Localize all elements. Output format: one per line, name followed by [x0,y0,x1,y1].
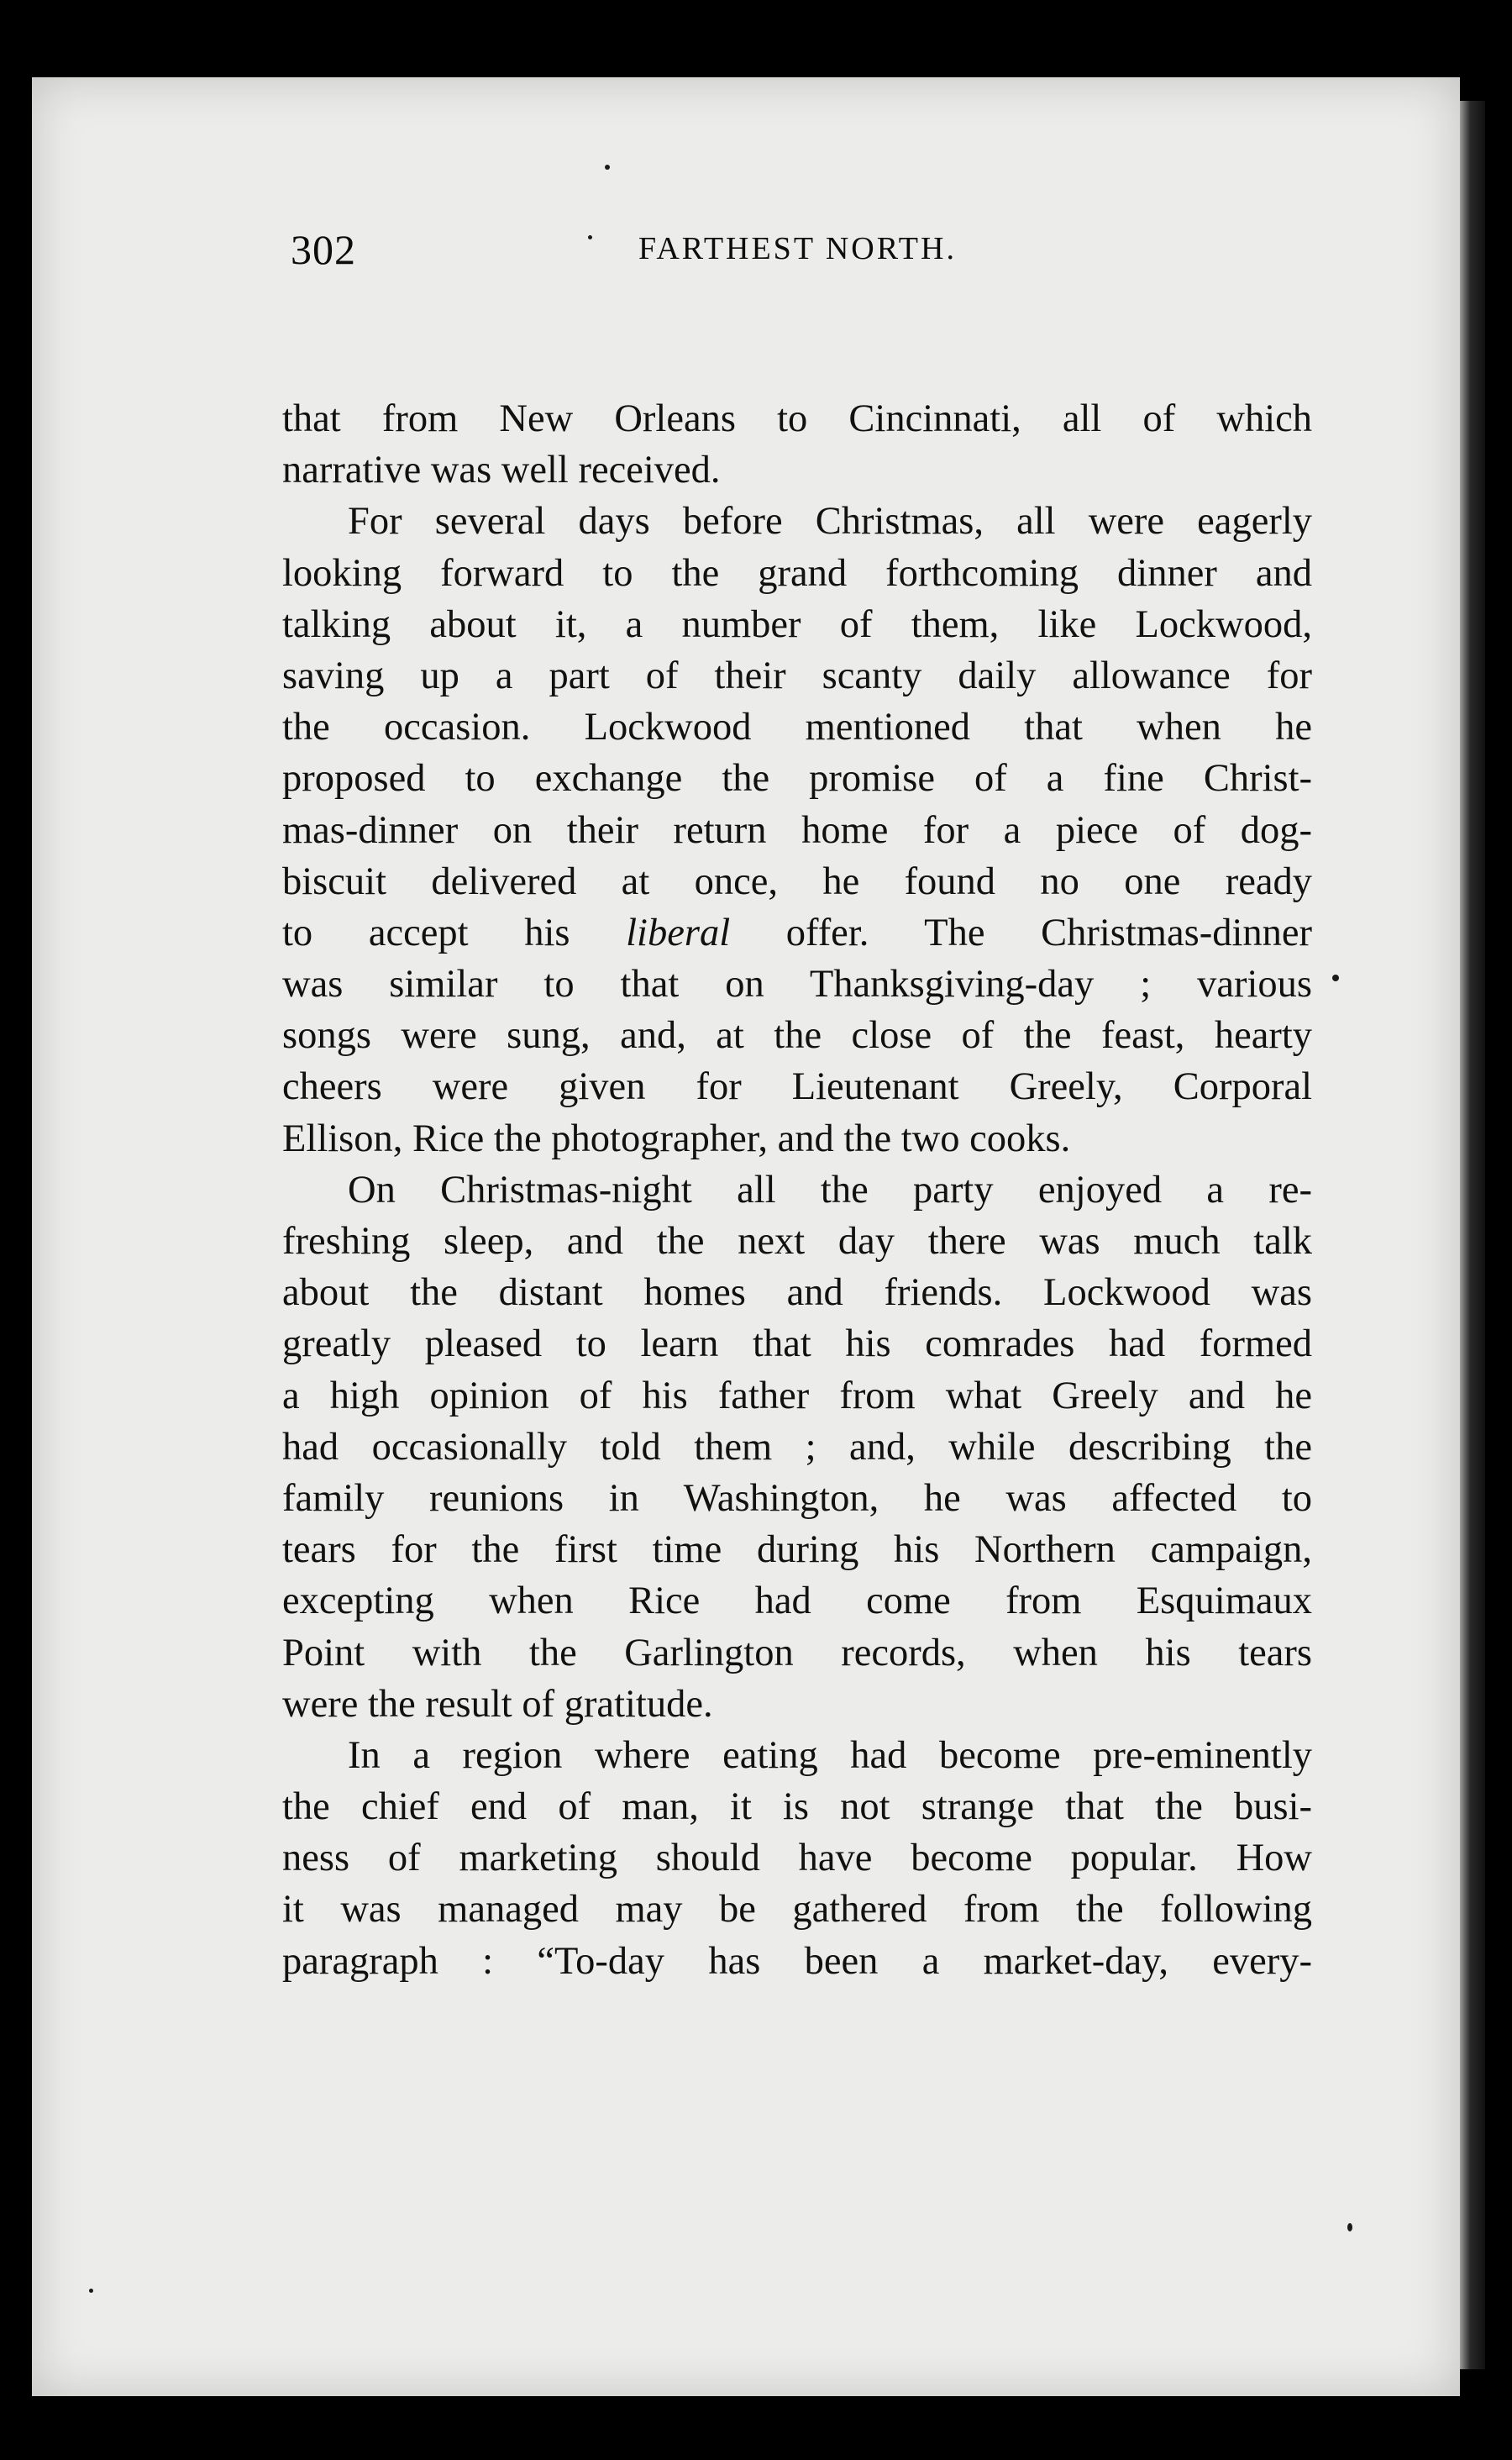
text-line: On Christmas-night all the party enjoyed a re- [348,1168,1312,1212]
scan-speck [89,2289,93,2293]
body-text [282,393,1312,1987]
text-line: about the distant homes and friends. Lockwood was [282,1271,1312,1315]
text-line: the occasion. Lockwood mentioned that when he [282,706,1312,749]
text-line: family reunions in Washington, he was affected to [282,1476,1312,1520]
text-line: For several days before Christmas, all were eagerly [348,500,1312,544]
text-line: it was managed may be gathered from the following [282,1888,1312,1932]
italic-word: liberal [626,911,731,954]
text-line: narrative was well received. [282,449,721,492]
paragraph [282,1730,1312,1987]
text-line: excepting when Rice had come from Esquimaux [282,1580,1312,1623]
text-line: that from New Orleans to Cincinnati, all of which [282,397,1312,440]
text-line: proposed to exchange the promise of a fine Christ- [282,757,1312,801]
paragraph [282,393,1312,496]
scan-speck [605,165,610,170]
text-line: looking forward to the grand forthcoming dinner and [282,551,1312,595]
paragraph [282,496,1312,1164]
scan-speck [1347,2223,1352,2231]
text-line: biscuit delivered at once, he found no one ready [282,859,1312,903]
text-line: paragraph : “To-day has been a market-day, every- [282,1939,1312,1983]
page-edge-shadow [1460,101,1485,2369]
text-line: talking about it, a number of them, like Lockwood, [282,602,1312,646]
text-line: a high opinion of his father from what Greely and he [282,1374,1312,1417]
text-line: mas-dinner on their return home for a piece of dog- [282,808,1312,852]
text-line: Ellison, Rice the photographer, and the two cooks. [282,1117,1071,1160]
scan-speck [588,235,592,239]
text-line: tears for the first time during his Northern campaign, [282,1528,1312,1572]
running-head: FARTHEST NORTH. [638,231,957,266]
text-line: was similar to that on Thanksgiving-day ; various [282,963,1312,1007]
page-header [0,225,1512,292]
text-line: cheers were given for Lieutenant Greely, Corporal [282,1065,1312,1109]
text-line: ness of marketing should have become popular. How [282,1837,1312,1880]
scan-speck [1332,975,1339,981]
text-line: had occasionally told them ; and, while describing the [282,1425,1312,1469]
text-line: Point with the Garlington records, when his tears [282,1631,1312,1674]
text-line: songs were sung, and, at the close of the feast, hearty [282,1014,1312,1058]
text-line: In a region where eating had become pre-eminently [348,1733,1312,1777]
text-line: to accept his liberal offer. The Christmas-dinner [282,911,1312,954]
text-line: saving up a part of their scanty daily allowance for [282,654,1312,697]
text-line: were the result of gratitude. [282,1682,713,1726]
text-line: the chief end of man, it is not strange that the busi- [282,1785,1312,1829]
text-line: freshing sleep, and the next day there was much talk [282,1220,1312,1263]
paragraph [282,1164,1312,1730]
page-number: 302 [291,226,356,273]
text-line: greatly pleased to learn that his comrades had formed [282,1322,1312,1366]
